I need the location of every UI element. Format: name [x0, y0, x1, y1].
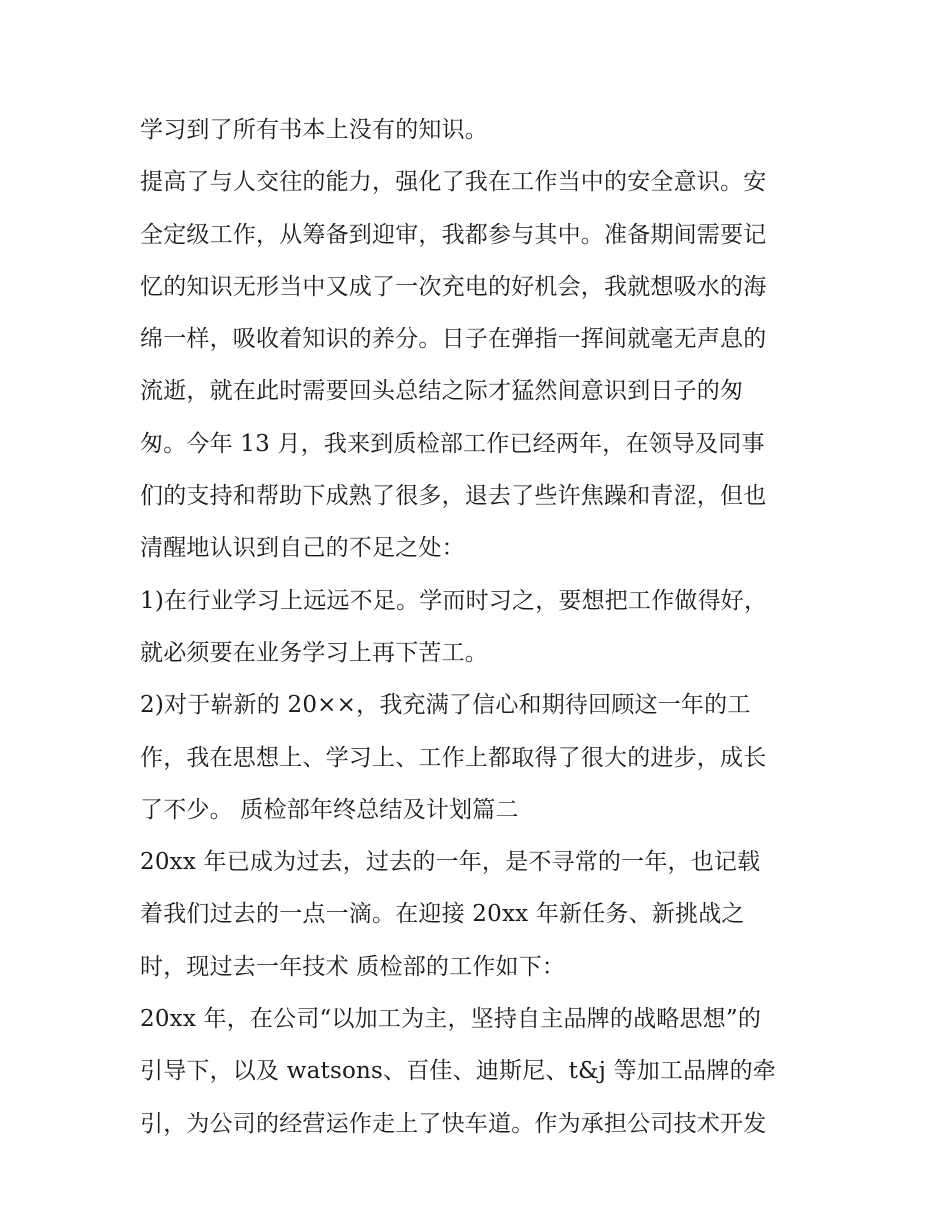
text-line: 匆。今年 13 月，我来到质检部工作已经两年，在领导及同事 [140, 430, 765, 457]
text-line: 就必须要在业务学习上再下苦工。 [140, 639, 488, 666]
text-line: 提高了与人交往的能力，强化了我在工作当中的安全意识。安 [140, 169, 767, 196]
document-body [140, 108, 830, 1154]
text-line: 们的支持和帮助下成熟了很多，退去了些许焦躁和青涩，但也 [140, 483, 767, 510]
text-line: 20xx 年，在公司“以加工为主，坚持自主品牌的战略思想”的 [140, 1006, 762, 1033]
text-line: 作，我在思想上、学习上、工作上都取得了很大的进步，成长 [140, 744, 767, 771]
list-item-1: 1)在行业学习上远远不足。学而时习之，要想把工作做得好， [140, 587, 768, 614]
text-line: 全定级工作，从筹备到迎审，我都参与其中。准备期间需要记 [140, 221, 767, 248]
text-line: 引，为公司的经营运作走上了快车道。作为承担公司技术开发 [140, 1110, 767, 1137]
text-line: 忆的知识无形当中又成了一次充电的好机会，我就想吸水的海 [140, 273, 767, 300]
text-line: 20xx 年已成为过去，过去的一年，是不寻常的一年，也记载 [140, 849, 761, 876]
text-line: 时，现过去一年技术 质检部的工作如下： [140, 953, 566, 980]
text-line: 引导下，以及 watsons、百佳、迪斯尼、t&j 等加工品牌的牵 [140, 1058, 776, 1085]
text-line: 着我们过去的一点一滴。在迎接 20xx 年新任务、新挑战之 [140, 901, 745, 928]
text-line: 流逝，就在此时需要回头总结之际才猛然间意识到日子的匆 [140, 378, 744, 405]
text-line: 学习到了所有书本上没有的知识。 [140, 117, 488, 143]
section-heading-line: 了不少。 质检部年终总结及计划篇二 [140, 796, 519, 823]
text-line: 清醒地认识到自己的不足之处： [140, 535, 465, 562]
list-item-2: 2)对于崭新的 20××，我充满了信心和期待回顾这一年的工 [140, 692, 751, 719]
text-line: 绵一样，吸收着知识的养分。日子在弹指一挥间就毫无声息的 [140, 326, 767, 353]
